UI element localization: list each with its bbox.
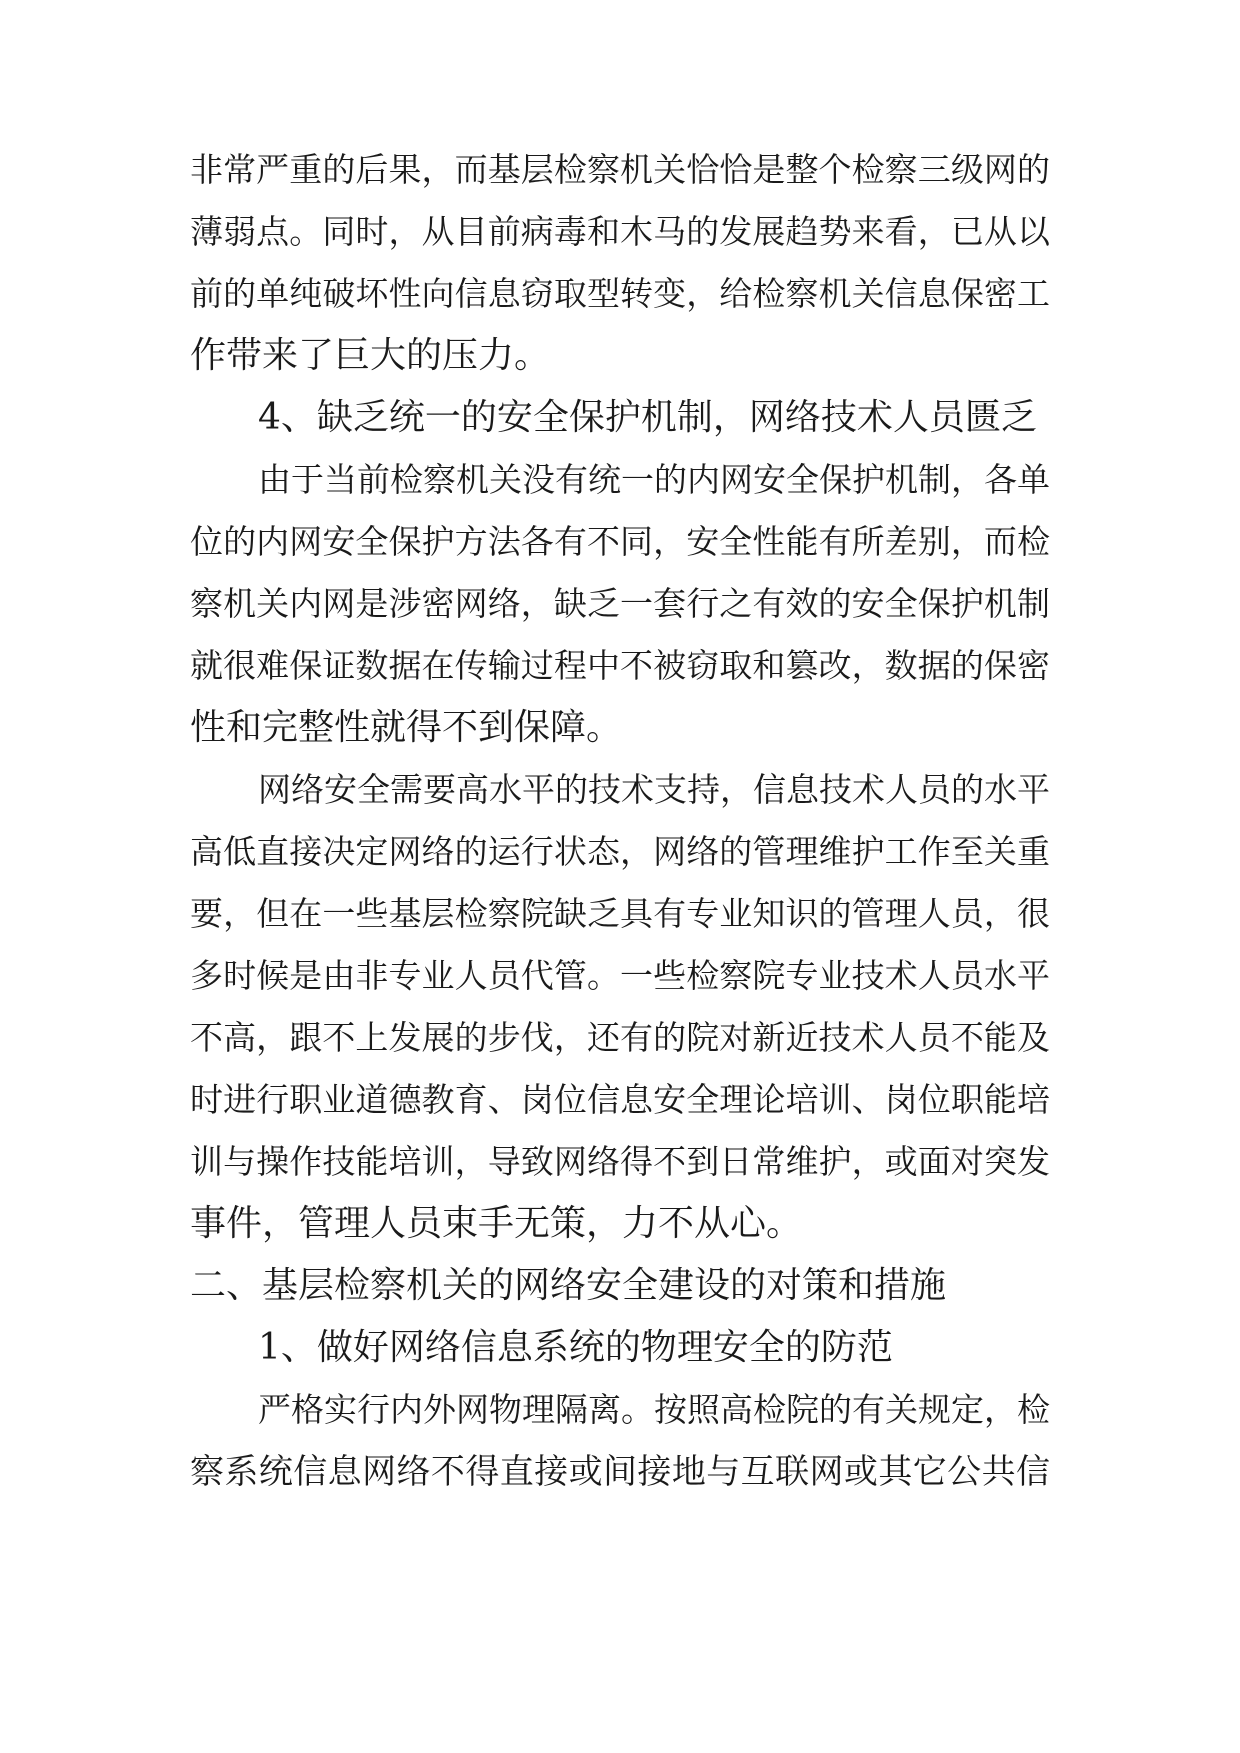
section-heading: 二、基层检察机关的网络安全建设的对策和措施: [190, 1265, 947, 1306]
text-line: 要，但在一些基层检察院缺乏具有专业知识的管理人员，很: [190, 894, 1050, 933]
text-line: 时进行职业道德教育、岗位信息安全理论培训、岗位职能培: [190, 1080, 1050, 1119]
text-line: 严格实行内外网物理隔离。按照高检院的有关规定，检: [258, 1390, 1050, 1429]
text-line: 薄弱点。同时，从目前病毒和木马的发展趋势来看，已从以: [190, 212, 1050, 251]
text-line: 网络安全需要高水平的技术支持，信息技术人员的水平: [258, 770, 1050, 809]
text-line: 由于当前检察机关没有统一的内网安全保护机制，各单: [258, 460, 1050, 499]
section-heading: 4、缺乏统一的安全保护机制，网络技术人员匮乏: [258, 397, 1037, 438]
text-line: 不高，跟不上发展的步伐，还有的院对新近技术人员不能及: [190, 1018, 1050, 1057]
text-line: 高低直接决定网络的运行状态，网络的管理维护工作至关重: [190, 832, 1050, 871]
text-line: 事件，管理人员束手无策，力不从心。: [190, 1203, 803, 1244]
text-line: 位的内网安全保护方法各有不同，安全性能有所差别，而检: [190, 522, 1050, 561]
text-line: 性和完整性就得不到保障。: [190, 707, 623, 748]
subsection-heading: 1、做好网络信息系统的物理安全的防范: [258, 1327, 893, 1368]
text-line: 察系统信息网络不得直接或间接地与互联网或其它公共信: [190, 1452, 1050, 1492]
text-line: 训与操作技能培训，导致网络得不到日常维护，或面对突发: [190, 1142, 1050, 1181]
text-line: 多时候是由非专业人员代管。一些检察院专业技术人员水平: [190, 956, 1050, 995]
text-line: 作带来了巨大的压力。: [190, 335, 551, 376]
text-line: 非常严重的后果，而基层检察机关恰恰是整个检察三级网的: [190, 150, 1050, 189]
text-line: 察机关内网是涉密网络，缺乏一套行之有效的安全保护机制: [190, 584, 1050, 623]
text-line: 前的单纯破坏性向信息窃取型转变，给检察机关信息保密工: [190, 274, 1050, 313]
text-line: 就很难保证数据在传输过程中不被窃取和篡改，数据的保密: [190, 646, 1050, 685]
